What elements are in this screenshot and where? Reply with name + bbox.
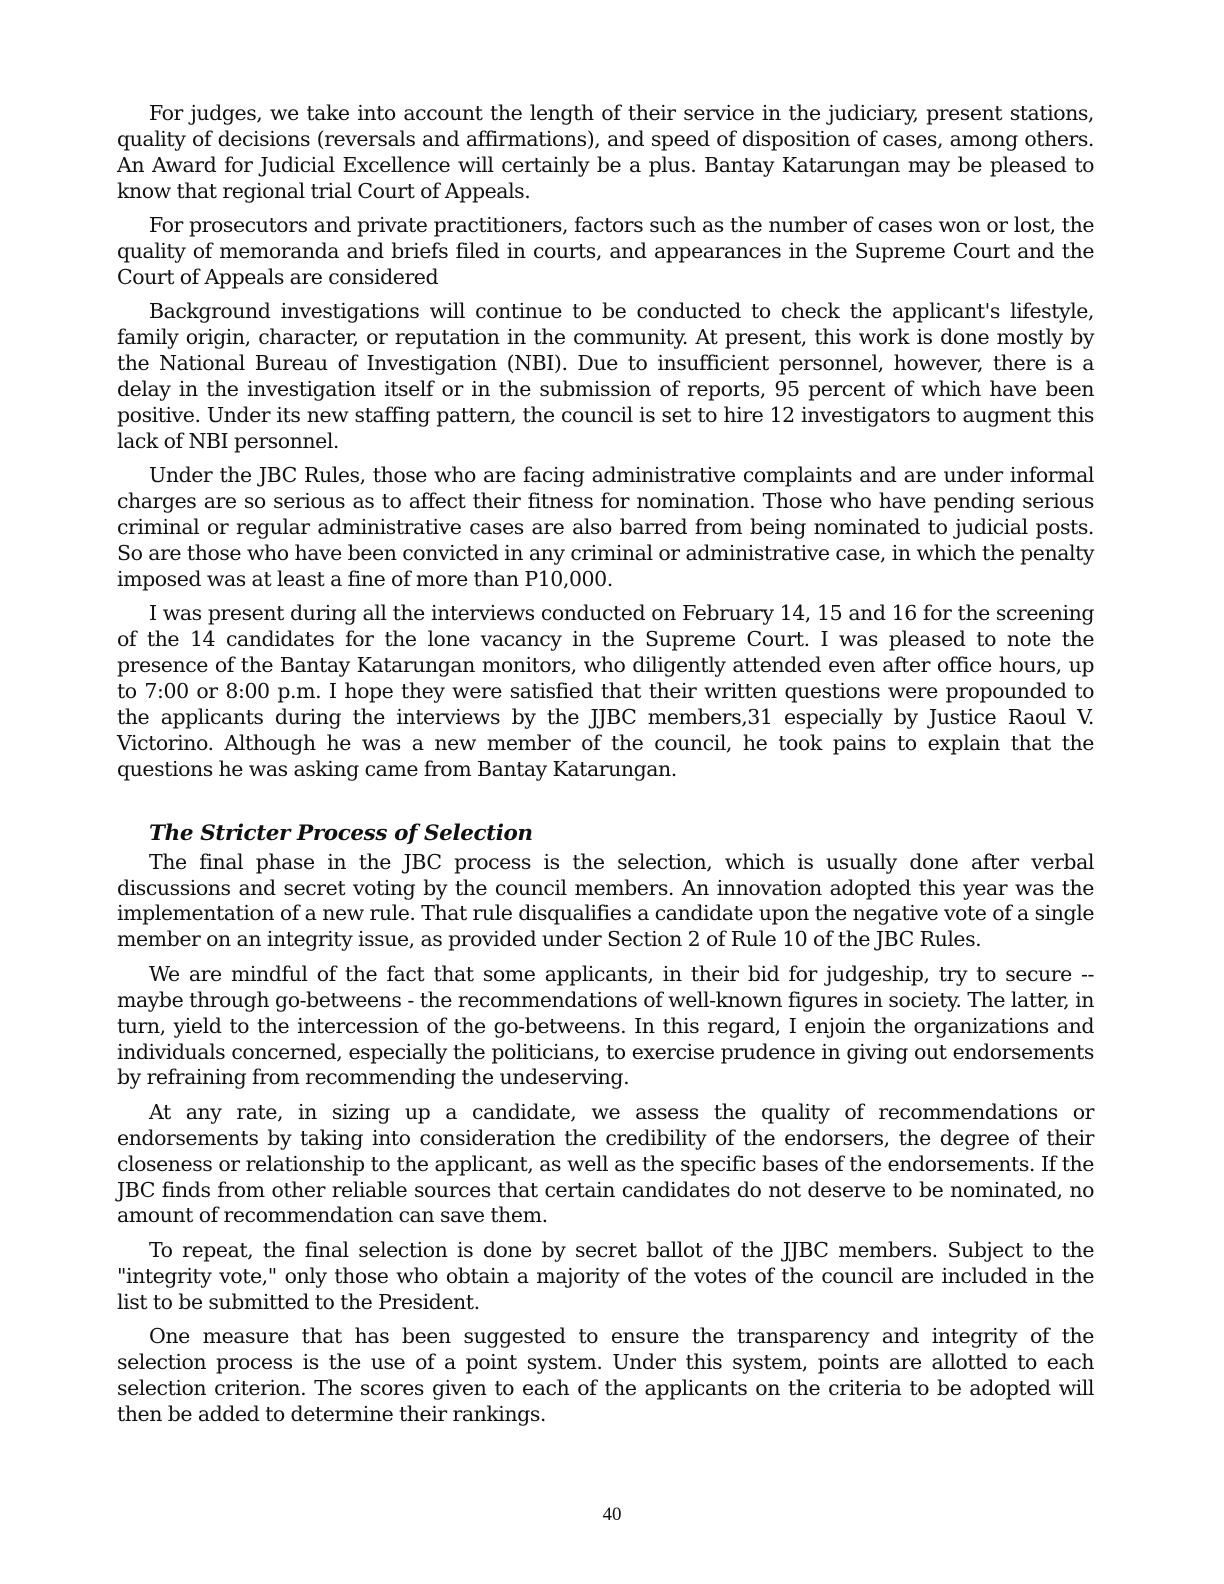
page-body (117, 101, 1094, 1436)
page-number: 40 (602, 1504, 622, 1525)
paragraph-recommendations: At any rate, in sizing up a candidate, we assess the quality of recommendations or endorsements by taking into consideration the credibility of the endorsers, the degree of their closeness or relationship to the applicant, as well as the specific bases of the endorsements. If the JBC finds from other reliable sources that certain candidates do not deserve to be nominated, no amount of recommendation can save them. (117, 1099, 1094, 1228)
paragraph-final-phase: The final phase in the JBC process is the selection, which is usually done after verbal discussions and secret voting by the council members. An innovation adopted this year was the implementation of a new rule. That rule disqualifies a candidate upon the negative vote of a single member on an integrity issue, as provided under Section 2 of Rule 10 of the JBC Rules. (117, 849, 1094, 952)
paragraph-secret-ballot: To repeat, the final selection is done by secret ballot of the JJBC members. Subject to the "integrity vote," only those who obtain a majority of the votes of the council are included in the list to be submitted to the President. (117, 1237, 1094, 1314)
paragraph-point-system: One measure that has been suggested to ensure the transparency and integrity of the selection process is the use of a point system. Under this system, points are allotted to each selection criterion. The scores given to each of the applicants on the criteria to be adopted will then be added to determine their rankings. (117, 1324, 1094, 1426)
paragraph-jbc-rules: Under the JBC Rules, those who are facing administrative complaints and are under informal charges are so serious as to affect their fitness for nomination. Those who have pending serious criminal or regular administrative cases are also barred from being nominated to judicial posts. So are those who have been convicted in any criminal or administrative case, in which the penalty imposed was at least a fine of more than P10,000. (117, 463, 1094, 591)
paragraph-prosecutors-criteria: For prosecutors and private practitioners, factors such as the number of cases won or lost, the quality of memoranda and briefs filed in courts, and appearances in the Supreme Court and the Court of Appeals are considered (117, 213, 1094, 289)
section-heading: The Stricter Process of Selection (149, 820, 533, 846)
paragraph-interviews: I was present during all the interviews conducted on February 14, 15 and 16 for the screening of the 14 candidates for the lone vacancy in the Supreme Court. I was pleased to note the presence of the Bantay Katarungan monitors, who diligently attended even after office hours, up to 7:00 or 8:00 p.m. I hope they were satisfied that their written questions were propounded to the applicants during the interviews by the JJBC members,31 especially by Justice Raoul V. Victorino. Although he was a new member of the council, he took pains to explain that the questions he was asking came from Bantay Katarungan. (117, 601, 1094, 781)
paragraph-background-investigations: Background investigations will continue to be conducted to check the applicant's lifestyle, family origin, character, or reputation in the community. At present, this work is done mostly by the National Bureau of Investigation (NBI). Due to insufficient personnel, however, there is a delay in the investigation itself or in the submission of reports, 95 percent of which have been positive. Under its new staffing pattern, the council is set to hire 12 investigators to augment this lack of NBI personnel. (117, 299, 1094, 453)
paragraph-judges-criteria: For judges, we take into account the length of their service in the judiciary, present stations, quality of decisions (reversals and affirmations), and speed of disposition of cases, among others. An Award for Judicial Excellence will certainly be a plus. Bantay Katarungan may be pleased to know that regional trial Court of Appeals. (117, 101, 1094, 203)
paragraph-go-betweens: We are mindful of the fact that some applicants, in their bid for judgeship, try to secure -- maybe through go-betweens - the recommendations of well-known figures in society. The latter, in turn, yield to the intercession of the go-betweens. In this regard, I enjoin the organizations and individuals concerned, especially the politicians, to exercise prudence in giving out endorsements by refraining from recommending the undeserving. (117, 961, 1094, 1090)
